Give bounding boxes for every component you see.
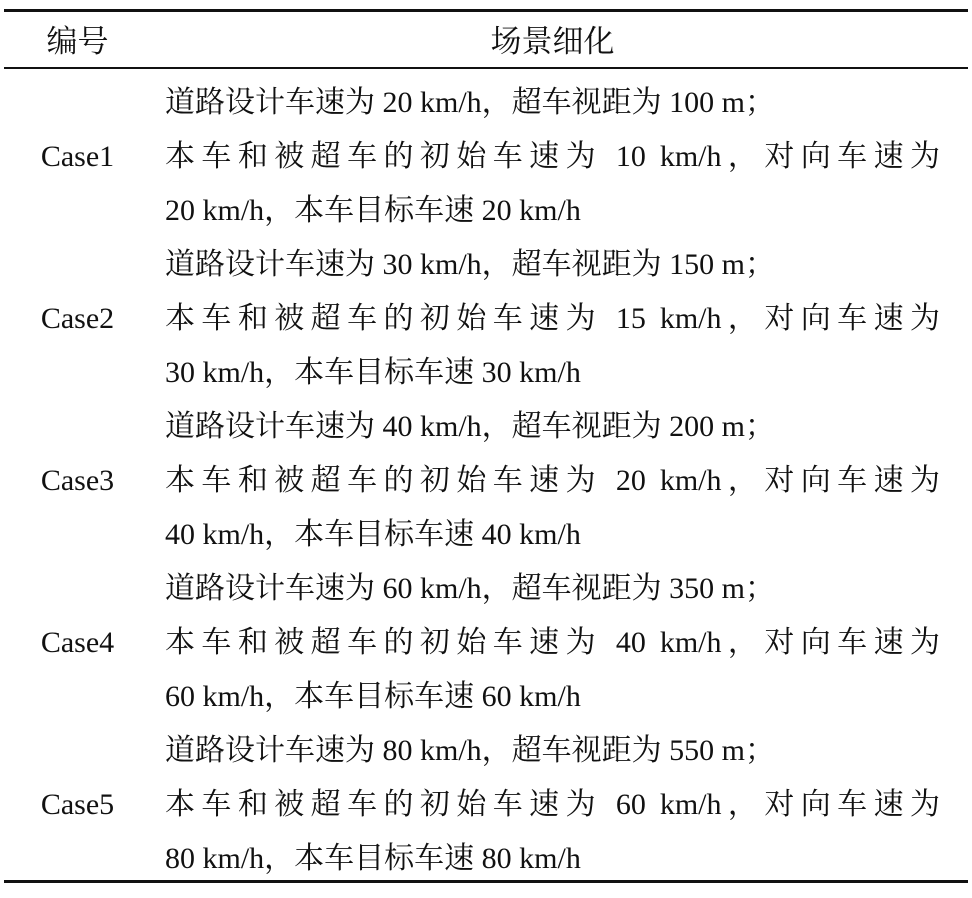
table-header-rule <box>4 67 968 69</box>
description-line: 30 km/h，本车目标车速 30 km/h <box>165 356 581 389</box>
table-row <box>0 76 972 238</box>
case-id: Case3 <box>40 464 115 497</box>
description-line: 40 km/h，本车目标车速 40 km/h <box>165 518 581 551</box>
description-line: 本车和被超车的初始车速为 60 km/h，对向车速为 <box>165 788 940 821</box>
description-line: 本车和被超车的初始车速为 10 km/h，对向车速为 <box>165 140 940 173</box>
description-line: 本车和被超车的初始车速为 40 km/h，对向车速为 <box>165 626 940 659</box>
table-row <box>0 238 972 400</box>
case-id: Case1 <box>40 140 115 173</box>
description-line: 80 km/h，本车目标车速 80 km/h <box>165 842 581 875</box>
table-top-rule <box>4 9 968 12</box>
header-id: 编号 <box>46 24 109 59</box>
scenario-description <box>165 400 940 562</box>
scenario-description <box>165 724 940 886</box>
table-row <box>0 400 972 562</box>
table-row <box>0 724 972 886</box>
description-line: 60 km/h，本车目标车速 60 km/h <box>165 680 581 713</box>
table-row <box>0 562 972 724</box>
case-id: Case4 <box>40 626 115 659</box>
description-line: 道路设计车速为 60 km/h，超车视距为 350 m； <box>165 572 776 605</box>
description-line: 道路设计车速为 80 km/h，超车视距为 550 m； <box>165 734 776 767</box>
description-line: 道路设计车速为 20 km/h，超车视距为 100 m； <box>165 86 776 119</box>
description-line: 本车和被超车的初始车速为 15 km/h，对向车速为 <box>165 302 940 335</box>
scenario-description <box>165 562 940 724</box>
description-line: 道路设计车速为 40 km/h，超车视距为 200 m； <box>165 410 776 443</box>
case-id: Case5 <box>40 788 115 821</box>
scenario-description <box>165 238 940 400</box>
case-id: Case2 <box>40 302 115 335</box>
scenario-description <box>165 76 940 238</box>
description-line: 道路设计车速为 30 km/h，超车视距为 150 m； <box>165 248 776 281</box>
description-line: 20 km/h，本车目标车速 20 km/h <box>165 194 581 227</box>
header-scenario: 场景细化 <box>490 24 615 59</box>
table-bottom-rule <box>4 880 968 883</box>
description-line: 本车和被超车的初始车速为 20 km/h，对向车速为 <box>165 464 940 497</box>
